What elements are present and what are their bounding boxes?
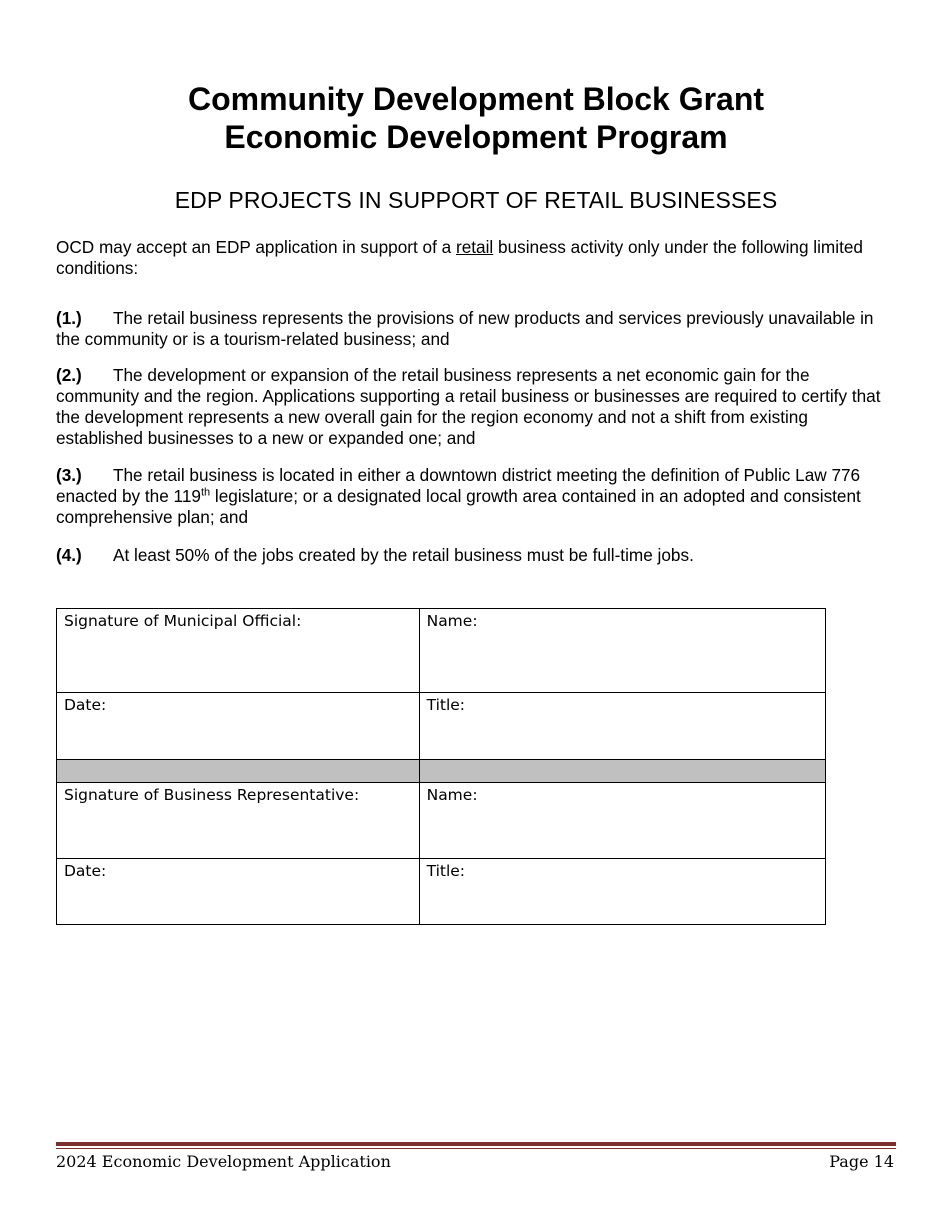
- intro-text-before: OCD may accept an EDP application in support of a: [56, 237, 456, 257]
- municipal-signature-label: Signature of Municipal Official:: [64, 612, 302, 630]
- condition-text: The retail business represents the provisions of new products and services previously unavailable in the community or is a tourism-related business; and: [56, 308, 874, 349]
- condition-text-before: The retail business is located in either a downtown district meeting the definition of Public Law 776 enacted by the 119: [56, 465, 861, 506]
- municipal-name-label: Name:: [426, 612, 478, 630]
- condition-text: The development or expansion of the retail business represents a net economic gain for the community and the region. Applications supporting a retail business or businesses are required to certify that the development represents a new overall gain for the region economy and not a shift from existing established businesses to a new or expanded one; and: [56, 365, 881, 448]
- business-name-cell[interactable]: [419, 783, 825, 859]
- footer-divider-thick: [56, 1142, 896, 1146]
- condition-1: [56, 308, 896, 350]
- condition-number: (4.): [56, 545, 82, 565]
- table-row: [57, 609, 826, 693]
- business-date-cell[interactable]: [57, 859, 420, 925]
- condition-text: At least 50% of the jobs created by the retail business must be full-time jobs.: [113, 545, 694, 565]
- municipal-title-label: Title:: [426, 696, 466, 714]
- title-line-2: Economic Development Program: [224, 119, 728, 155]
- intro-paragraph: [56, 237, 896, 279]
- footer-page-number: Page 14: [829, 1152, 894, 1171]
- intro-underlined-word: retail: [455, 237, 494, 257]
- municipal-date-label: Date:: [64, 696, 107, 714]
- condition-number: (2.): [56, 365, 82, 385]
- separator-cell: [57, 760, 420, 783]
- table-row: [57, 859, 826, 925]
- municipal-signature-cell[interactable]: [57, 609, 420, 693]
- page-subtitle: EDP PROJECTS IN SUPPORT OF RETAIL BUSINESSES: [174, 187, 778, 213]
- business-signature-label: Signature of Business Representative:: [64, 786, 360, 804]
- business-name-label: Name:: [426, 786, 478, 804]
- municipal-title-cell[interactable]: [419, 693, 825, 760]
- condition-number: (3.): [56, 465, 82, 485]
- table-row: [57, 693, 826, 760]
- condition-4: [56, 545, 896, 566]
- table-row: [57, 783, 826, 859]
- table-separator-row: [57, 760, 826, 783]
- business-title-label: Title:: [426, 862, 466, 880]
- footer-divider-thin: [56, 1148, 896, 1149]
- business-date-label: Date:: [64, 862, 107, 880]
- condition-superscript: th: [200, 486, 211, 499]
- intro-text-after: business activity only under the following limited conditions:: [56, 237, 863, 278]
- condition-text-after: legislature; or a designated local growth area contained in an adopted and consistent comprehensive plan; and: [56, 486, 861, 527]
- municipal-date-cell[interactable]: [57, 693, 420, 760]
- page-title: [56, 80, 896, 156]
- title-line-1: Community Development Block Grant: [187, 81, 765, 117]
- municipal-name-cell[interactable]: [419, 609, 825, 693]
- condition-3: [56, 465, 896, 528]
- condition-number: (1.): [56, 308, 82, 328]
- business-signature-cell[interactable]: [57, 783, 420, 859]
- separator-cell: [419, 760, 825, 783]
- business-title-cell[interactable]: [419, 859, 825, 925]
- document-page: [56, 0, 896, 1230]
- footer-document-title: 2024 Economic Development Application: [56, 1152, 391, 1171]
- signature-table: [56, 608, 826, 925]
- condition-2: [56, 365, 896, 449]
